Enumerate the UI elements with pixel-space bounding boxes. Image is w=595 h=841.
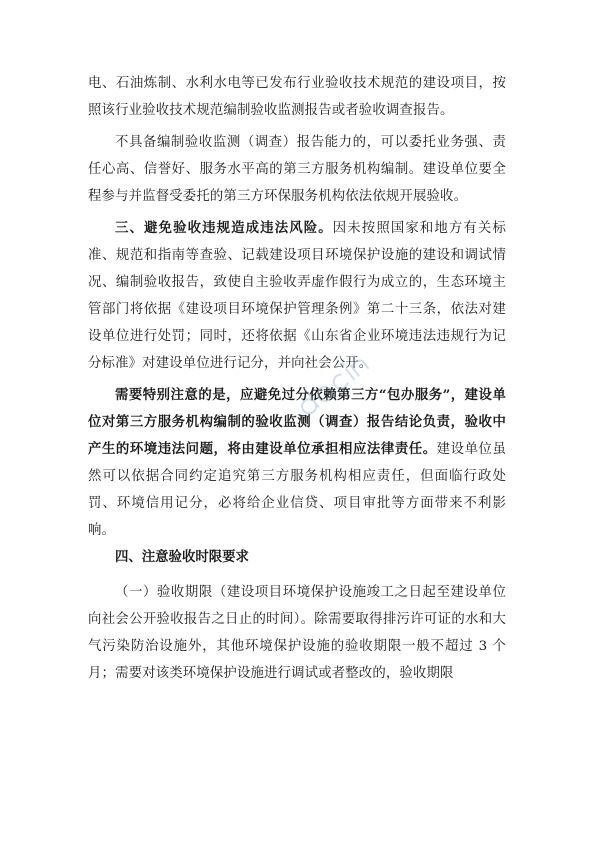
- paragraph-violation-risk: [88, 215, 506, 377]
- document-body: [88, 70, 506, 687]
- special-note-emphasis: 需要特别注意的是，应避免过分依赖第三方“包办服务”，建设单位对第三方服务机构编制的验收监测（调查）报告结论负责，验收中产生的环境违法问题，将由建设单位承担相应法律责任。: [88, 387, 506, 457]
- paragraph-third-party-entrust: 不具备编制验收监测（调查）报告能力的，可以委托业务强、责任心高、信誉好、服务水平高的第三方服务机构编制。建设单位要全程参与并监督受委托的第三方环保服务机构依法依规开展验收。: [88, 135, 506, 204]
- section-three-heading: 三、避免验收违规造成违法风险。: [115, 220, 333, 236]
- special-note-text: 建设单位虽然可以依据合同约定追究第三方服务机构相应责任，但面临行政处罚、环境信用记分，必将给企业信贷、项目审批等方面带来不利影响。: [88, 442, 506, 538]
- section-four-heading: 四、注意验收时限要求: [115, 549, 249, 565]
- section-three-text: 因未按照国家和地方有关标准、规范和指南等查验、记载建设项目环境保护设施的建设和调试情况、编制验收报告，致使自主验收弄虚作假行为成立的，生态环境主管部门将依据《建设项目环境保护管理条例》第二十三条，依法对建设单位进行处罚；同时，还将依据《山东省企业环境违法违规行为记分标准》对建设单位进行记分，并向社会公开。: [88, 221, 506, 371]
- paragraph-acceptance-period: （一）验收期限（建设项目环境保护设施竣工之日起至建设单位向社会公开验收报告之日止的时间）。除需要取得排污许可证的水和大气污染防治设施外，其他环境保护设施的验收期限一般不超过 3 个月；需要对该类环境保护设施进行调试或者整改的，验收期限: [88, 585, 506, 681]
- paragraph-special-note: [88, 382, 506, 544]
- paragraph-acceptance-spec: 电、石油炼制、水利水电等已发布行业验收技术规范的建设项目，按照该行业验收技术规范编制验收监测报告或者验收调查报告。: [88, 76, 506, 118]
